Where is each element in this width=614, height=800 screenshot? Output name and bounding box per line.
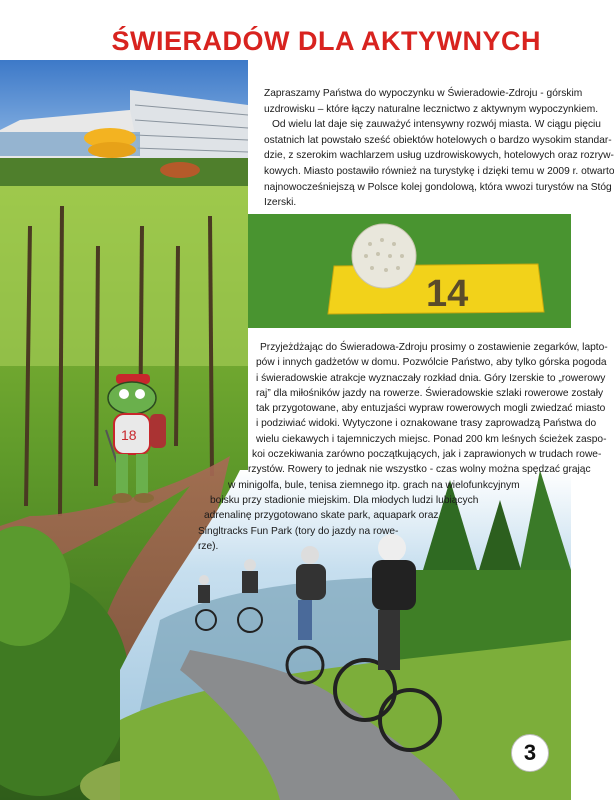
cycling-line: pów i innych gadżetów w domu. Pozwólcie Państwo, aby tylko górska pogoda bbox=[256, 357, 607, 369]
cycling-line: boisku przy stadionie miejskim. Dla młodych ludzi lubiących bbox=[210, 494, 479, 506]
page-number: 3 bbox=[511, 734, 549, 772]
svg-text:18: 18 bbox=[121, 427, 137, 443]
golf-photo bbox=[248, 214, 571, 328]
page-title: ŚWIERADÓW DLA AKTYWNYCH bbox=[111, 26, 541, 56]
intro-line: najnowocześniejszą w Polsce kolej gondolową, która wwozi turystów na Stóg bbox=[264, 181, 612, 193]
intro-line: uzdrowisku – które łączy naturalne lecznictwo z aktywnym wypoczynkiem. bbox=[264, 103, 599, 115]
cycling-line: tak przygotowane, aby entuzjaści wypraw rowerowych mogli zwiedzać miasto bbox=[256, 403, 606, 415]
cycling-line: wielu ciekawych i tajemniczych miejsc. Ponad 200 km leśnych ścieżek zaspo- bbox=[256, 433, 607, 445]
cycling-line: i świeradowskie atrakcje wyznaczały rozkład dnia. Góry Izerskie to „rowerowy bbox=[256, 372, 606, 384]
intro-paragraph bbox=[256, 86, 614, 211]
golf-marker-number: 14 bbox=[426, 273, 469, 315]
cycling-line: Singltracks Fun Park (tory do jazdy na rowe- bbox=[198, 525, 399, 537]
intro-line: Od wielu lat daje się zauważyć intensywny rozwój miasta. W ciągu pięciu bbox=[272, 119, 601, 131]
intro-text bbox=[256, 86, 614, 211]
intro-line: kowych. Miasto postawiło również na turystykę i dzięki temu w 2009 r. otwarto bbox=[264, 165, 614, 177]
cycling-line: rze). bbox=[198, 540, 219, 552]
intro-line: Izerski. bbox=[264, 197, 297, 209]
cycling-text bbox=[198, 340, 608, 554]
hotel-photo bbox=[0, 60, 248, 186]
cycling-paragraph bbox=[198, 340, 608, 554]
cycling-line: Przyjeżdżając do Świeradowa-Zdroju prosimy o zostawienie zegarków, lapto- bbox=[260, 342, 608, 353]
intro-line: Zapraszamy Państwa do wypoczynku w Świeradowie-Zdroju - górskim bbox=[264, 88, 583, 99]
cycling-line: raj” dla miłośników jazdy na rowerze. Świeradowskie szlaki rowerowe zostały bbox=[256, 387, 604, 399]
cycling-line: koi oczekiwania zarówno początkujących, jak i zaprawionych w trudach rowe- bbox=[252, 449, 602, 461]
cycling-line: i podziwiać widoki. Wytyczone i oznakowane trasy zaprowadzą Państwa do bbox=[256, 418, 597, 430]
cycling-line: adrenalinę przygotowano skate park, aquapark oraz bbox=[204, 510, 439, 522]
cycling-line: rzystów. Rowery to jednak nie wszystko - czas wolny można spędzać grając bbox=[248, 464, 591, 476]
intro-line: dzie, z szerokim wachlarzem usług uzdrowiskowych, hotelowych oraz rozryw- bbox=[264, 150, 614, 162]
cycling-line: w minigolfa, bule, tenisa ziemnego itp. grach na wielofunkcyjnym bbox=[228, 479, 520, 491]
intro-line: ostatnich lat powstało sześć obiektów hotelowych o bardzo wysokim standar- bbox=[264, 134, 612, 146]
